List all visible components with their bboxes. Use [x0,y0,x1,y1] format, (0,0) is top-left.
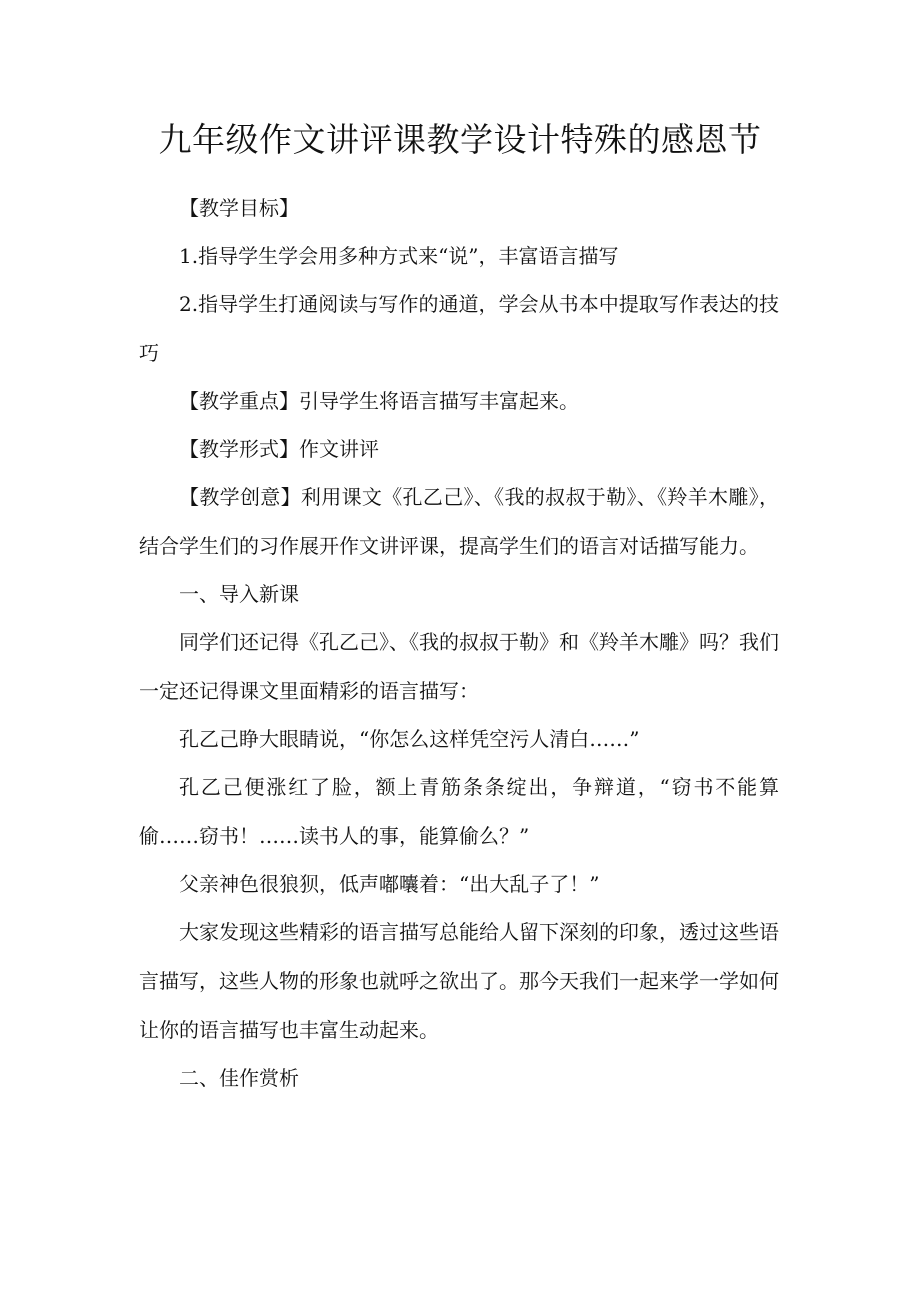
paragraph-goal-1: 1.指导学生学会用多种方式来“说”，丰富语言描写 [179,244,619,268]
section-heading-appreciation: 二、佳作赏析 [179,1066,299,1090]
quote-kong-yiji-2: 孔乙己便涨红了脸，额上青筋条条绽出，争辩道，“窃书不能算偷……窃书！……读书人的事，能算偷么？” [139,775,779,848]
section-heading-intro: 一、导入新课 [179,582,299,606]
paragraph-summary: 大家发现这些精彩的语言描写总能给人留下深刻的印象，透过这些语言描写，这些人物的形象也就呼之欲出了。那今天我们一起来学一学如何让你的语言描写也丰富生动起来。 [139,920,779,1042]
paragraph-intro: 同学们还记得《孔乙己》、《我的叔叔于勒》和《羚羊木雕》吗？我们一定还记得课文里面精彩的语言描写： [139,630,779,703]
paragraph-teaching-focus: 【教学重点】引导学生将语言描写丰富起来。 [179,389,579,413]
document-body [139,193,779,1111]
paragraph-teaching-form: 【教学形式】作文讲评 [179,437,379,461]
paragraph-teaching-idea: 【教学创意】利用课文《孔乙己》、《我的叔叔于勒》、《羚羊木雕》，结合学生们的习作展开作文讲评课，提高学生们的语言对话描写能力。 [139,485,779,558]
document-title: 九年级作文讲评课教学设计特殊的感恩节 [158,120,762,159]
paragraph-goal-2: 2.指导学生打通阅读与写作的通道，学会从书本中提取写作表达的技巧 [139,292,779,365]
paragraph-teaching-goals-heading: 【教学目标】 [179,196,299,220]
quote-father: 父亲神色很狼狈，低声嘟囔着：“出大乱子了！” [179,872,600,896]
quote-kong-yiji-1: 孔乙己睁大眼睛说，“你怎么这样凭空污人清白……” [179,727,640,751]
